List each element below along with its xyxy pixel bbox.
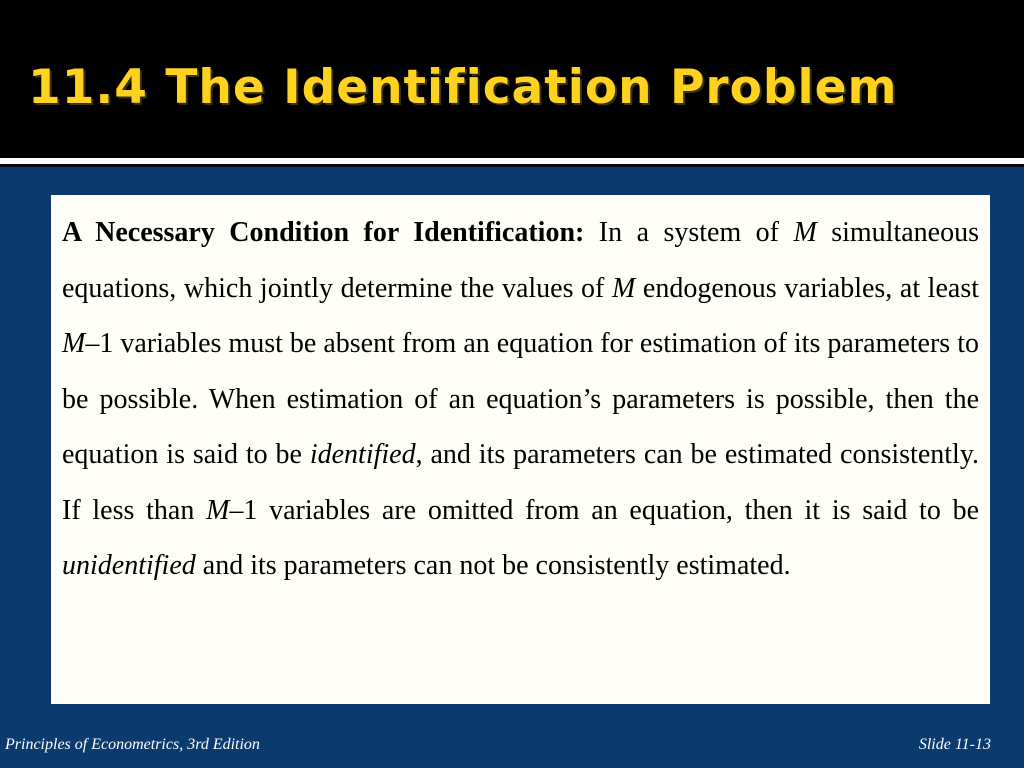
footer-book-title: Principles of Econometrics, 3rd Edition bbox=[5, 736, 260, 753]
title-band bbox=[0, 0, 1024, 158]
footer-slide-number: Slide 11-13 bbox=[918, 736, 991, 753]
content-box bbox=[51, 195, 990, 704]
body-text-4: –1 variables must be absent from an equation for estimation of its parameters to be possible. When estimation of an equation’s parameters is possible, then the equation is said to be bbox=[62, 328, 979, 470]
term-identified: identified bbox=[309, 439, 416, 470]
body-paragraph bbox=[62, 205, 979, 594]
symbol-m: M bbox=[206, 494, 230, 526]
body-text-5: , and its parameters can be estimated consistently. If less than bbox=[62, 439, 979, 526]
slide-title: 11.4 The Identification Problem bbox=[28, 60, 898, 115]
term-unidentified: unidentified bbox=[62, 550, 196, 581]
symbol-m: M bbox=[611, 272, 636, 304]
body-text-1: In a system of bbox=[584, 217, 794, 248]
body-text-3: endogenous variables, at least bbox=[635, 272, 979, 304]
body-text-6: –1 variables are omitted from an equation, then it is said to be bbox=[229, 494, 979, 526]
symbol-m: M bbox=[793, 217, 817, 248]
body-text-2: simultaneous equations, which jointly determine the values of bbox=[62, 217, 979, 304]
title-divider-shadow bbox=[0, 164, 1024, 167]
symbol-m: M bbox=[62, 328, 86, 359]
condition-heading: A Necessary Condition for Identification: bbox=[62, 217, 585, 248]
body-text-7: and its parameters can not be consistently estimated. bbox=[195, 550, 791, 581]
